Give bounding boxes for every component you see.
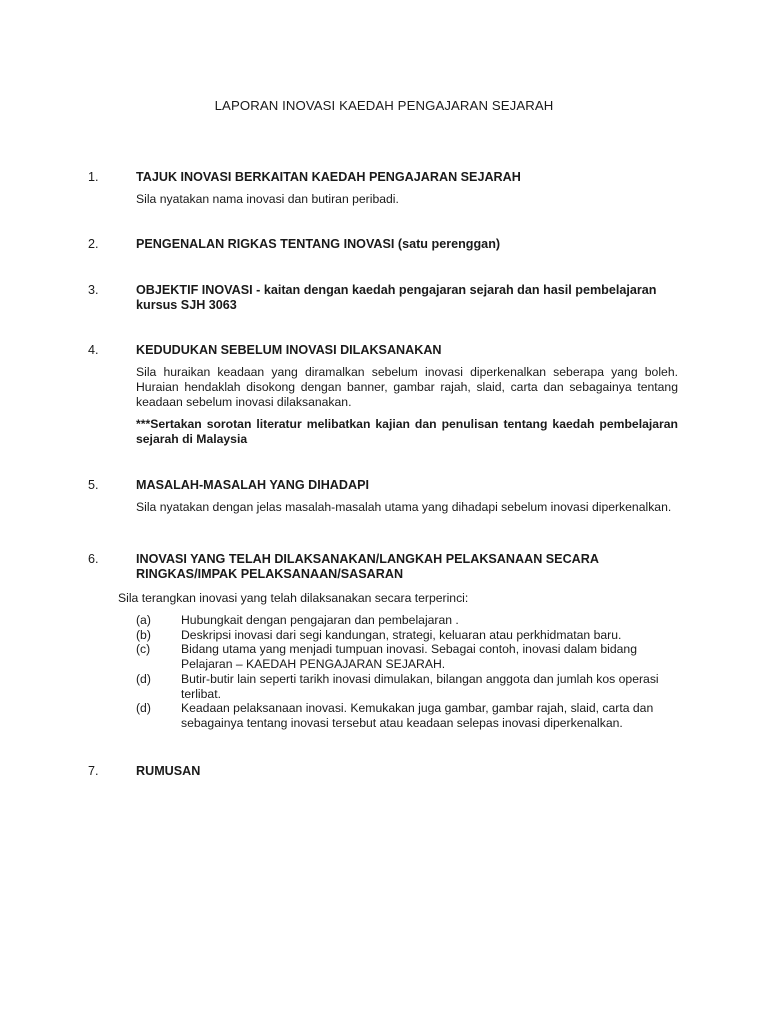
section-4-note: ***Sertakan sorotan literatur melibatkan kajian dan penulisan tentang kaedah pembelajaran sejarah di Malaysia	[136, 417, 678, 446]
section-4-number: 4.	[88, 343, 99, 357]
list-item-label: (d)	[136, 701, 151, 715]
section-6-number: 6.	[88, 552, 99, 566]
list-item-label: (d)	[136, 672, 151, 686]
section-7-number: 7.	[88, 764, 99, 778]
section-1-text: Sila nyatakan nama inovasi dan butiran peribadi.	[136, 192, 399, 206]
section-3-number: 3.	[88, 283, 99, 297]
document-title: LAPORAN INOVASI KAEDAH PENGAJARAN SEJARAH	[214, 98, 554, 113]
section-6-heading: INOVASI YANG TELAH DILAKSANAKAN/LANGKAH PELAKSANAAN SECARA RINGKAS/IMPAK PELAKSANAAN/SASARAN	[136, 552, 599, 581]
list-item-text: Butir-butir lain seperti tarikh inovasi dimulakan, bilangan anggota dan jumlah kos operasi terlibat.	[181, 672, 659, 701]
section-1-heading: TAJUK INOVASI BERKAITAN KAEDAH PENGAJARAN SEJARAH	[136, 170, 521, 184]
list-item-label: (c)	[136, 642, 151, 656]
section-4-text: Sila huraikan keadaan yang diramalkan sebelum inovasi diperkenalkan seberapa yang boleh. Huraian hendaklah disokong dengan banner, gambar rajah, slaid, carta dan sebagainya tentang keadaan sebelum inovasi dilaksanakan.	[136, 365, 678, 409]
list-item-text: Bidang utama yang menjadi tumpuan inovasi. Sebagai contoh, inovasi dalam bidang Pelajaran – KAEDAH PENGAJARAN SEJARAH.	[181, 642, 637, 671]
section-1-number: 1.	[88, 170, 99, 184]
list-item-label: (b)	[136, 628, 151, 642]
section-2-number: 2.	[88, 237, 99, 251]
section-5-heading: MASALAH-MASALAH YANG DIHADAPI	[136, 478, 369, 492]
section-2-heading: PENGENALAN RIGKAS TENTANG INOVASI (satu perenggan)	[136, 237, 501, 251]
list-item-text: Hubungkait dengan pengajaran dan pembelajaran .	[181, 613, 459, 627]
list-item-label: (a)	[136, 613, 151, 627]
section-5-number: 5.	[88, 478, 99, 492]
list-item-text: Keadaan pelaksanaan inovasi. Kemukakan juga gambar, gambar rajah, slaid, carta dan sebagainya tentang inovasi tersebut atau keadaan selepas inovasi diperkenalkan.	[181, 701, 654, 730]
section-3-heading: OBJEKTIF INOVASI - kaitan dengan kaedah pengajaran sejarah dan hasil pembelajaran kursus SJH 3063	[136, 283, 657, 312]
section-6-intro: Sila terangkan inovasi yang telah dilaksanakan secara terperinci:	[118, 591, 469, 605]
list-item-text: Deskripsi inovasi dari segi kandungan, strategi, keluaran atau perkhidmatan baru.	[181, 628, 622, 642]
section-7-heading: RUMUSAN	[136, 764, 201, 778]
section-4-heading: KEDUDUKAN SEBELUM INOVASI DILAKSANAKAN	[136, 343, 442, 357]
section-5-text: Sila nyatakan dengan jelas masalah-masalah utama yang dihadapi sebelum inovasi diperkenalkan.	[136, 500, 672, 514]
